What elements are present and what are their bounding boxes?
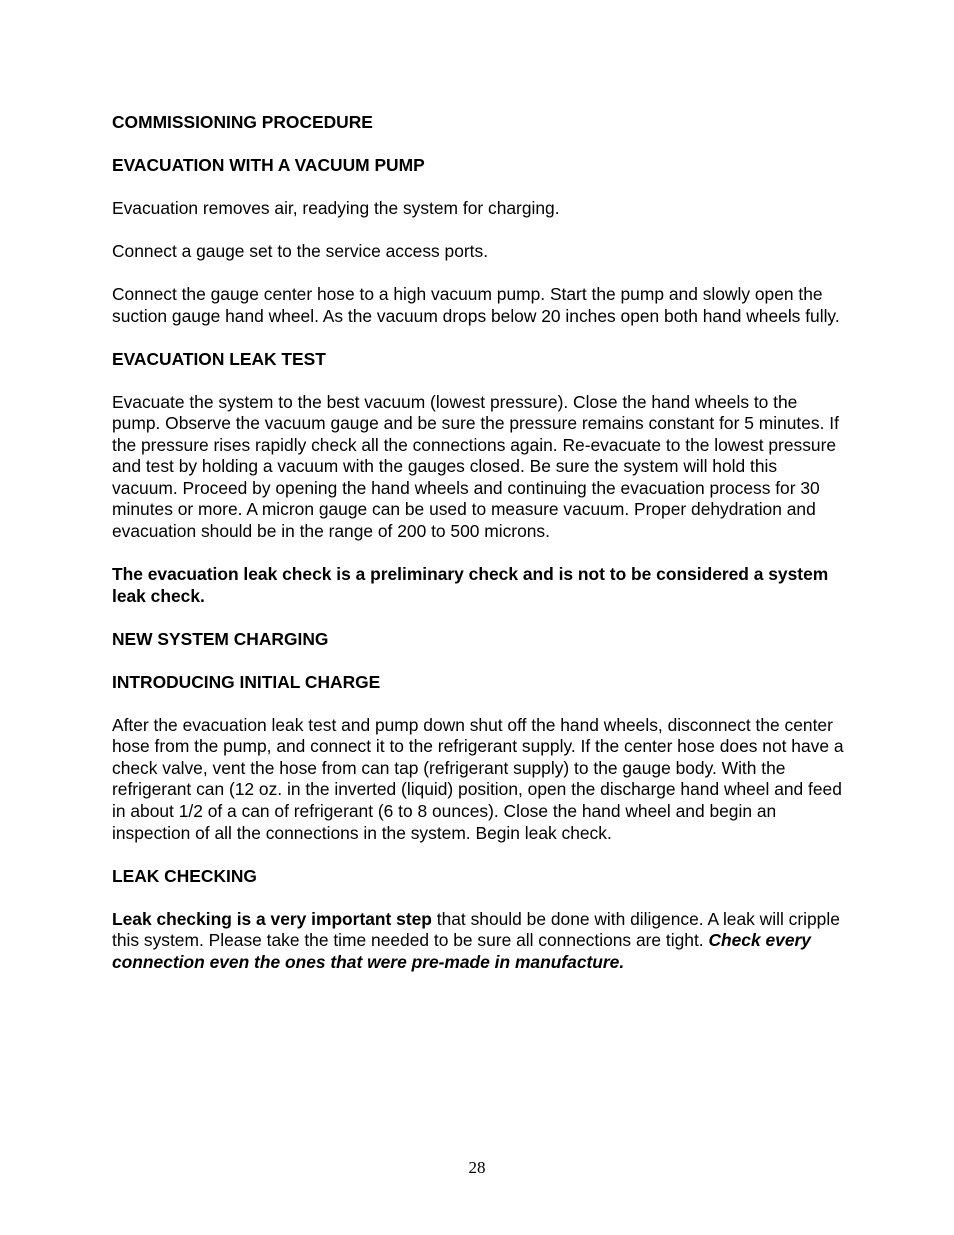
subheading-initial-charge: INTRODUCING INITIAL CHARGE — [112, 671, 381, 692]
document-page — [112, 112, 844, 995]
paragraph-initial-charge: After the evacuation leak test and pump down shut off the hand wheels, disconnect the center hose from the pump, and connect it to the refrigerant supply. If the center hose does not have a check valve, vent the hose from can tap (refrigerant supply) to the gauge body. With the refrigerant can (12 oz. in the inverted (liquid) position, open the discharge hand wheel and feed in about 1/2 of a can of refrigerant (6 to 8 ounces). Close the hand wheel and begin an inspection of all the connections in the system. Begin leak check. — [112, 714, 844, 843]
paragraph-evacuation-intro: Evacuation removes air, readying the system for charging. — [112, 197, 560, 218]
leak-checking-emphasis: Check every connection even the ones that were pre-made in manufacture. — [112, 930, 811, 972]
page-title: COMMISSIONING PROCEDURE — [112, 112, 373, 132]
paragraph-connect-gauge: Connect a gauge set to the service access ports. — [112, 240, 489, 261]
leak-checking-lead: Leak checking is a very important step — [112, 908, 432, 929]
paragraph-leak-test: Evacuate the system to the best vacuum (lowest pressure). Close the hand wheels to the pump. Observe the vacuum gauge and be sure the pressure remains constant for 5 minutes. If the pressure rises rapidly check all the connections again. Re-evacuate to the lowest pressure and test by holding a vacuum with the gauges closed. Be sure the system will hold this vacuum. Proceed by opening the hand wheels and continuing the evacuation process for 30 minutes or more. A micron gauge can be used to measure vacuum. Proper dehydration and evacuation should be in the range of 200 to 500 microns. — [112, 391, 839, 542]
section-heading-leak-test: EVACUATION LEAK TEST — [112, 348, 326, 369]
leak-test-note: The evacuation leak check is a preliminary check and is not to be considered a system leak check. — [112, 564, 829, 606]
page-number: 28 — [468, 1158, 486, 1177]
leak-checking-body: that should be done with diligence. A leak will cripple this system. Please take the time needed to be sure all connections are tight. — [112, 908, 840, 951]
paragraph-vacuum-pump: Connect the gauge center hose to a high vacuum pump. Start the pump and slowly open the suction gauge hand wheel. As the vacuum drops below 20 inches open both hand wheels fully. — [112, 283, 840, 326]
paragraph-leak-checking — [112, 909, 844, 974]
section-heading-charging: NEW SYSTEM CHARGING — [112, 628, 329, 649]
section-heading-evacuation: EVACUATION WITH A VACUUM PUMP — [112, 154, 425, 175]
section-heading-leak-checking: LEAK CHECKING — [112, 865, 257, 886]
